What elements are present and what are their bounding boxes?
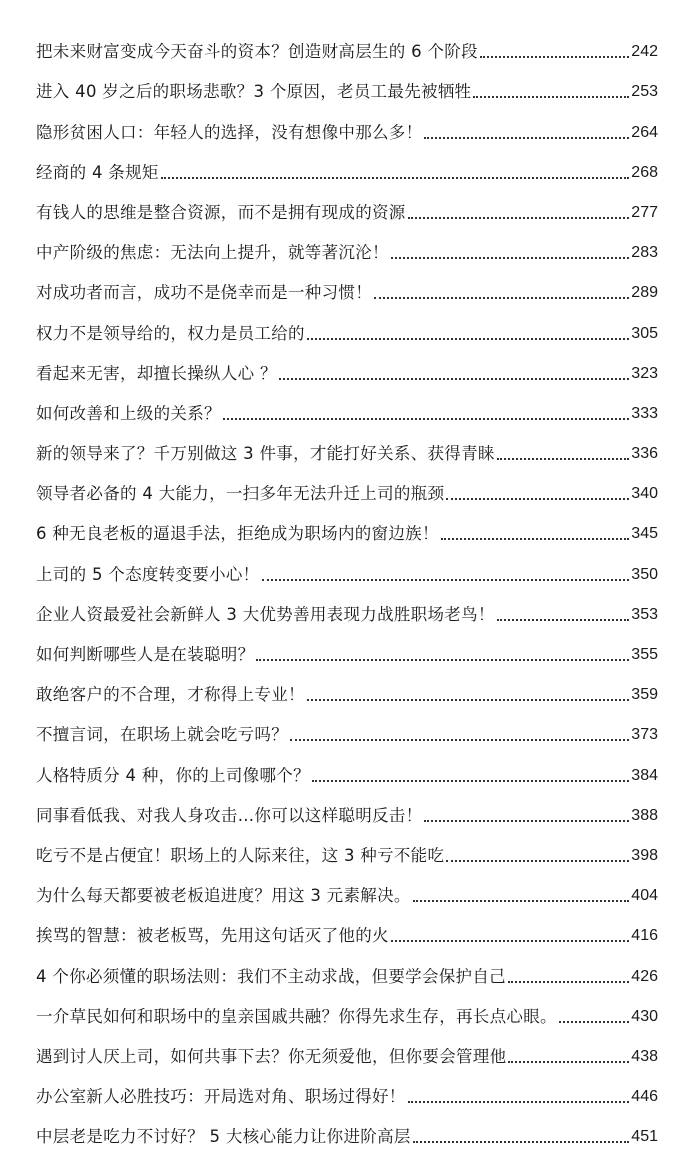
toc-entry[interactable] <box>36 263 658 303</box>
toc-entry-title: 有钱人的思维是整合资源，而不是拥有现成的资源 <box>36 202 406 222</box>
dot-leader <box>508 981 629 983</box>
dot-leader <box>473 96 629 98</box>
toc-entry-page: 355 <box>631 646 658 663</box>
toc-entry-title: 吃亏不是占便宜！职场上的人际来往，这 3 种亏不能吃 <box>36 845 445 865</box>
toc-entry[interactable] <box>36 22 658 62</box>
toc-entry-page: 289 <box>631 284 658 302</box>
dot-leader <box>559 1021 629 1023</box>
toc-entry[interactable] <box>36 303 658 343</box>
toc-entry[interactable] <box>36 866 658 906</box>
toc-entry-page: 323 <box>631 364 658 382</box>
toc-entry-page: 416 <box>631 927 658 945</box>
dot-leader <box>497 458 630 460</box>
toc-entry-page: 277 <box>631 203 658 221</box>
toc-entry-title: 中产阶级的焦虑：无法向上提升，就等著沉沦！ <box>36 243 389 263</box>
toc-entry-title: 对成功者而言，成功不是侥幸而是一种习惯！ <box>36 283 372 303</box>
toc-entry-title: 经商的 4 条规矩 <box>36 162 159 182</box>
toc-entry-title: 6 种无良老板的逼退手法，拒绝成为职场内的窗边族！ <box>36 524 439 544</box>
toc-entry-title: 隐形贫困人口：年轻人的选择，没有想像中那么多！ <box>36 122 423 142</box>
toc-entry-page: 384 <box>631 766 658 784</box>
toc-entry-title: 4 个你必须懂的职场法则：我们不主动求战，但要学会保护自己 <box>36 966 506 986</box>
toc-entry-page: 438 <box>631 1047 658 1065</box>
toc-entry-title: 人格特质分 4 种，你的上司像哪个？ <box>36 765 310 785</box>
toc-entry[interactable] <box>36 1067 658 1107</box>
toc-entry-page: 404 <box>631 887 658 905</box>
toc-entry-title: 中层老是吃力不讨好？ 5 大核心能力让你进阶高层 <box>36 1127 411 1147</box>
toc-entry[interactable] <box>36 987 658 1027</box>
toc-entry-title: 遇到讨人厌上司，如何共事下去？你无须爱他，但你要会管理他 <box>36 1046 507 1066</box>
toc-entry-page: 336 <box>631 445 658 463</box>
dot-leader <box>374 297 629 299</box>
toc-entry-title: 如何判断哪些人是在装聪明？ <box>36 645 255 664</box>
toc-entry[interactable] <box>36 62 658 102</box>
toc-entry-page: 242 <box>631 43 658 61</box>
toc-entry[interactable] <box>36 223 658 263</box>
toc-entry-page: 264 <box>631 123 658 141</box>
toc-entry-page: 305 <box>631 324 658 342</box>
dot-leader <box>446 860 629 862</box>
toc-entry[interactable] <box>36 705 658 745</box>
toc-entry[interactable] <box>36 786 658 826</box>
toc-entry-page: 350 <box>631 565 658 583</box>
toc-entry[interactable] <box>36 625 658 665</box>
dot-leader <box>408 217 630 219</box>
toc-entry-page: 451 <box>631 1128 658 1146</box>
toc-entry-title: 权力不是领导给的，权力是员工给的 <box>36 323 305 343</box>
toc-entry-title: 同事看低我、对我人身攻击…你可以这样聪明反击！ <box>36 805 423 825</box>
toc-entry[interactable] <box>36 585 658 625</box>
toc-entry-page: 283 <box>631 244 658 262</box>
toc-entry-title: 挨骂的智慧：被老板骂，先用这句话灭了他的火 <box>36 926 389 946</box>
dot-leader <box>497 619 630 621</box>
dot-leader <box>441 538 630 540</box>
toc-entry[interactable] <box>36 102 658 142</box>
toc-entry[interactable] <box>36 183 658 223</box>
toc-entry-page: 430 <box>631 1007 658 1025</box>
dot-leader <box>279 378 630 380</box>
toc-entry-title: 如何改善和上级的关系？ <box>36 403 221 423</box>
toc-entry[interactable] <box>36 344 658 384</box>
toc-entry[interactable] <box>36 906 658 946</box>
toc-entry[interactable] <box>36 384 658 424</box>
dot-leader <box>413 1141 630 1143</box>
toc-entry-page: 373 <box>631 726 658 744</box>
toc-entry[interactable] <box>36 143 658 183</box>
toc-entry-title: 敢绝客户的不合理，才称得上专业！ <box>36 685 305 705</box>
dot-leader <box>424 820 629 822</box>
dot-leader <box>391 257 629 259</box>
toc-entry-title: 办公室新人必胜技巧：开局选对角、职场过得好！ <box>36 1087 406 1107</box>
dot-leader <box>290 739 629 741</box>
toc-entry[interactable] <box>36 424 658 464</box>
toc-entry-title: 企业人资最爱社会新鲜人 3 大优势善用表现力战胜职场老鸟！ <box>36 604 495 624</box>
toc-entry-title: 新的领导来了？千万别做这 3 件事，才能打好关系、获得青睐 <box>36 444 495 464</box>
toc-entry-title: 上司的 5 个态度转变要小心！ <box>36 564 260 584</box>
toc-entry-page: 446 <box>631 1088 658 1106</box>
toc-entry[interactable] <box>36 946 658 986</box>
toc-entry-title: 领导者必备的 4 大能力，一扫多年无法升迁上司的瓶颈 <box>36 484 445 504</box>
toc-entry[interactable] <box>36 665 658 705</box>
toc-entry-title: 看起来无害，却擅长操纵人心 ？ <box>36 363 277 383</box>
dot-leader <box>408 1101 630 1103</box>
toc-entry[interactable] <box>36 1027 658 1067</box>
dot-leader <box>508 1061 629 1063</box>
toc-entry[interactable] <box>36 826 658 866</box>
toc-entry-title: 进入 40 岁之后的职场悲歌？3 个原因，老员工最先被牺牲 <box>36 82 472 102</box>
toc-entry-page: 426 <box>631 967 658 985</box>
dot-leader <box>391 940 629 942</box>
toc-entry-page: 359 <box>631 686 658 704</box>
toc-entry-page: 333 <box>631 404 658 422</box>
dot-leader <box>307 338 629 340</box>
table-of-contents <box>36 22 658 1147</box>
dot-leader <box>413 900 630 902</box>
toc-entry[interactable] <box>36 504 658 544</box>
toc-entry-title: 一介草民如何和职场中的皇亲国戚共融？你得先求生存，再长点心眼。 <box>36 1006 557 1026</box>
dot-leader <box>223 418 629 420</box>
toc-entry-title: 为什么每天都要被老板追进度？用这 3 元素解决。 <box>36 886 411 906</box>
toc-entry[interactable] <box>36 745 658 785</box>
dot-leader <box>161 177 630 179</box>
toc-entry-page: 353 <box>631 605 658 623</box>
toc-entry[interactable] <box>36 544 658 584</box>
dot-leader <box>446 498 629 500</box>
toc-entry-page: 253 <box>631 83 658 101</box>
toc-entry-title: 把未来财富变成今天奋斗的资本？创造财高层生的 6 个阶段 <box>36 42 478 62</box>
toc-entry[interactable] <box>36 464 658 504</box>
dot-leader <box>312 780 629 782</box>
dot-leader <box>480 56 629 58</box>
toc-entry-page: 268 <box>631 163 658 181</box>
toc-entry-page: 345 <box>631 525 658 543</box>
toc-entry-page: 388 <box>631 806 658 824</box>
toc-entry-page: 398 <box>631 846 658 864</box>
dot-leader <box>307 699 629 701</box>
dot-leader <box>262 579 630 581</box>
toc-entry-page: 340 <box>631 485 658 503</box>
toc-entry-title: 不擅言词，在职场上就会吃亏吗？ <box>36 725 288 745</box>
toc-entry[interactable] <box>36 1107 658 1147</box>
dot-leader <box>424 137 629 139</box>
dot-leader <box>256 659 629 661</box>
